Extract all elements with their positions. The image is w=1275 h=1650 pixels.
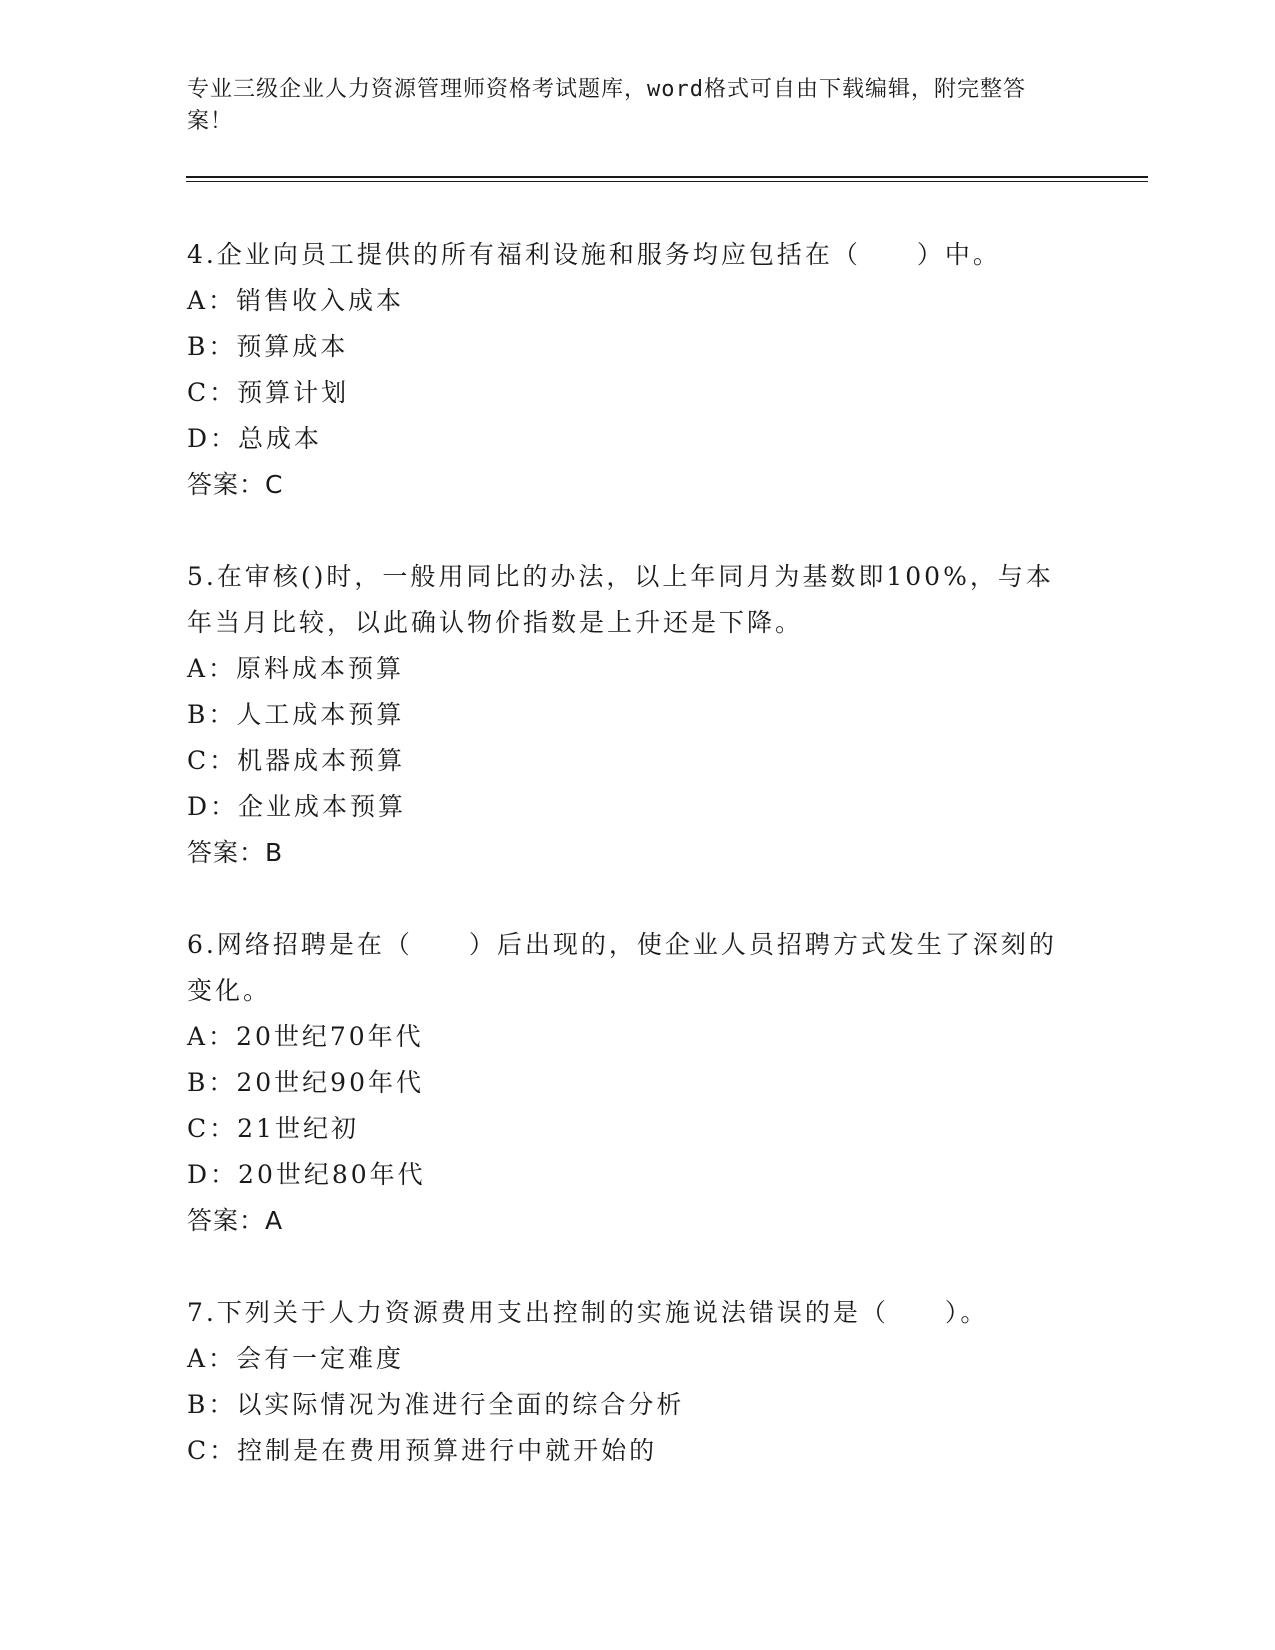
option-b: B：人工成本预算: [187, 700, 405, 729]
header-rule-thick: [186, 176, 1148, 178]
option-d: D：企业成本预算: [187, 792, 407, 821]
option-c: C：机器成本预算: [187, 746, 406, 775]
question-4: [187, 232, 1067, 508]
option-b: B：20世纪90年代: [187, 1068, 424, 1097]
answer: 答案：C: [187, 470, 284, 499]
question-text: 7.下列关于人力资源费用支出控制的实施说法错误的是（ ）。: [187, 1298, 989, 1327]
option-c: C：控制是在费用预算进行中就开始的: [187, 1436, 658, 1465]
option-a: A：销售收入成本: [187, 286, 405, 315]
option-d: D：总成本: [187, 424, 323, 453]
question-7: [187, 1290, 1067, 1474]
question-text: 6.网络招聘是在（ ）后出现的，使企业人员招聘方式发生了深刻的变化。: [187, 930, 1057, 1005]
question-list: [187, 232, 1067, 1520]
option-c: C：预算计划: [187, 378, 350, 407]
answer: 答案：A: [187, 1206, 284, 1235]
option-a: A：原料成本预算: [187, 654, 405, 683]
option-b: B：预算成本: [187, 332, 349, 361]
question-text: 4.企业向员工提供的所有福利设施和服务均应包括在（ ）中。: [187, 240, 1001, 269]
question-6: [187, 922, 1067, 1244]
question-5: [187, 554, 1067, 876]
document-header: 专业三级企业人力资源管理师资格考试题库，word格式可自由下载编辑，附完整答案！: [187, 77, 1026, 134]
header-rule-thin: [186, 181, 1148, 182]
question-text: 5.在审核()时，一般用同比的办法，以上年同月为基数即100%，与本年当月比较，以此确认物价指数是上升还是下降。: [187, 562, 1054, 637]
answer: 答案：B: [187, 838, 284, 867]
option-d: D：20世纪80年代: [187, 1160, 426, 1189]
option-a: A：会有一定难度: [187, 1344, 405, 1373]
option-b: B：以实际情况为准进行全面的综合分析: [187, 1390, 685, 1419]
option-a: A：20世纪70年代: [187, 1022, 424, 1051]
option-c: C：21世纪初: [187, 1114, 359, 1143]
